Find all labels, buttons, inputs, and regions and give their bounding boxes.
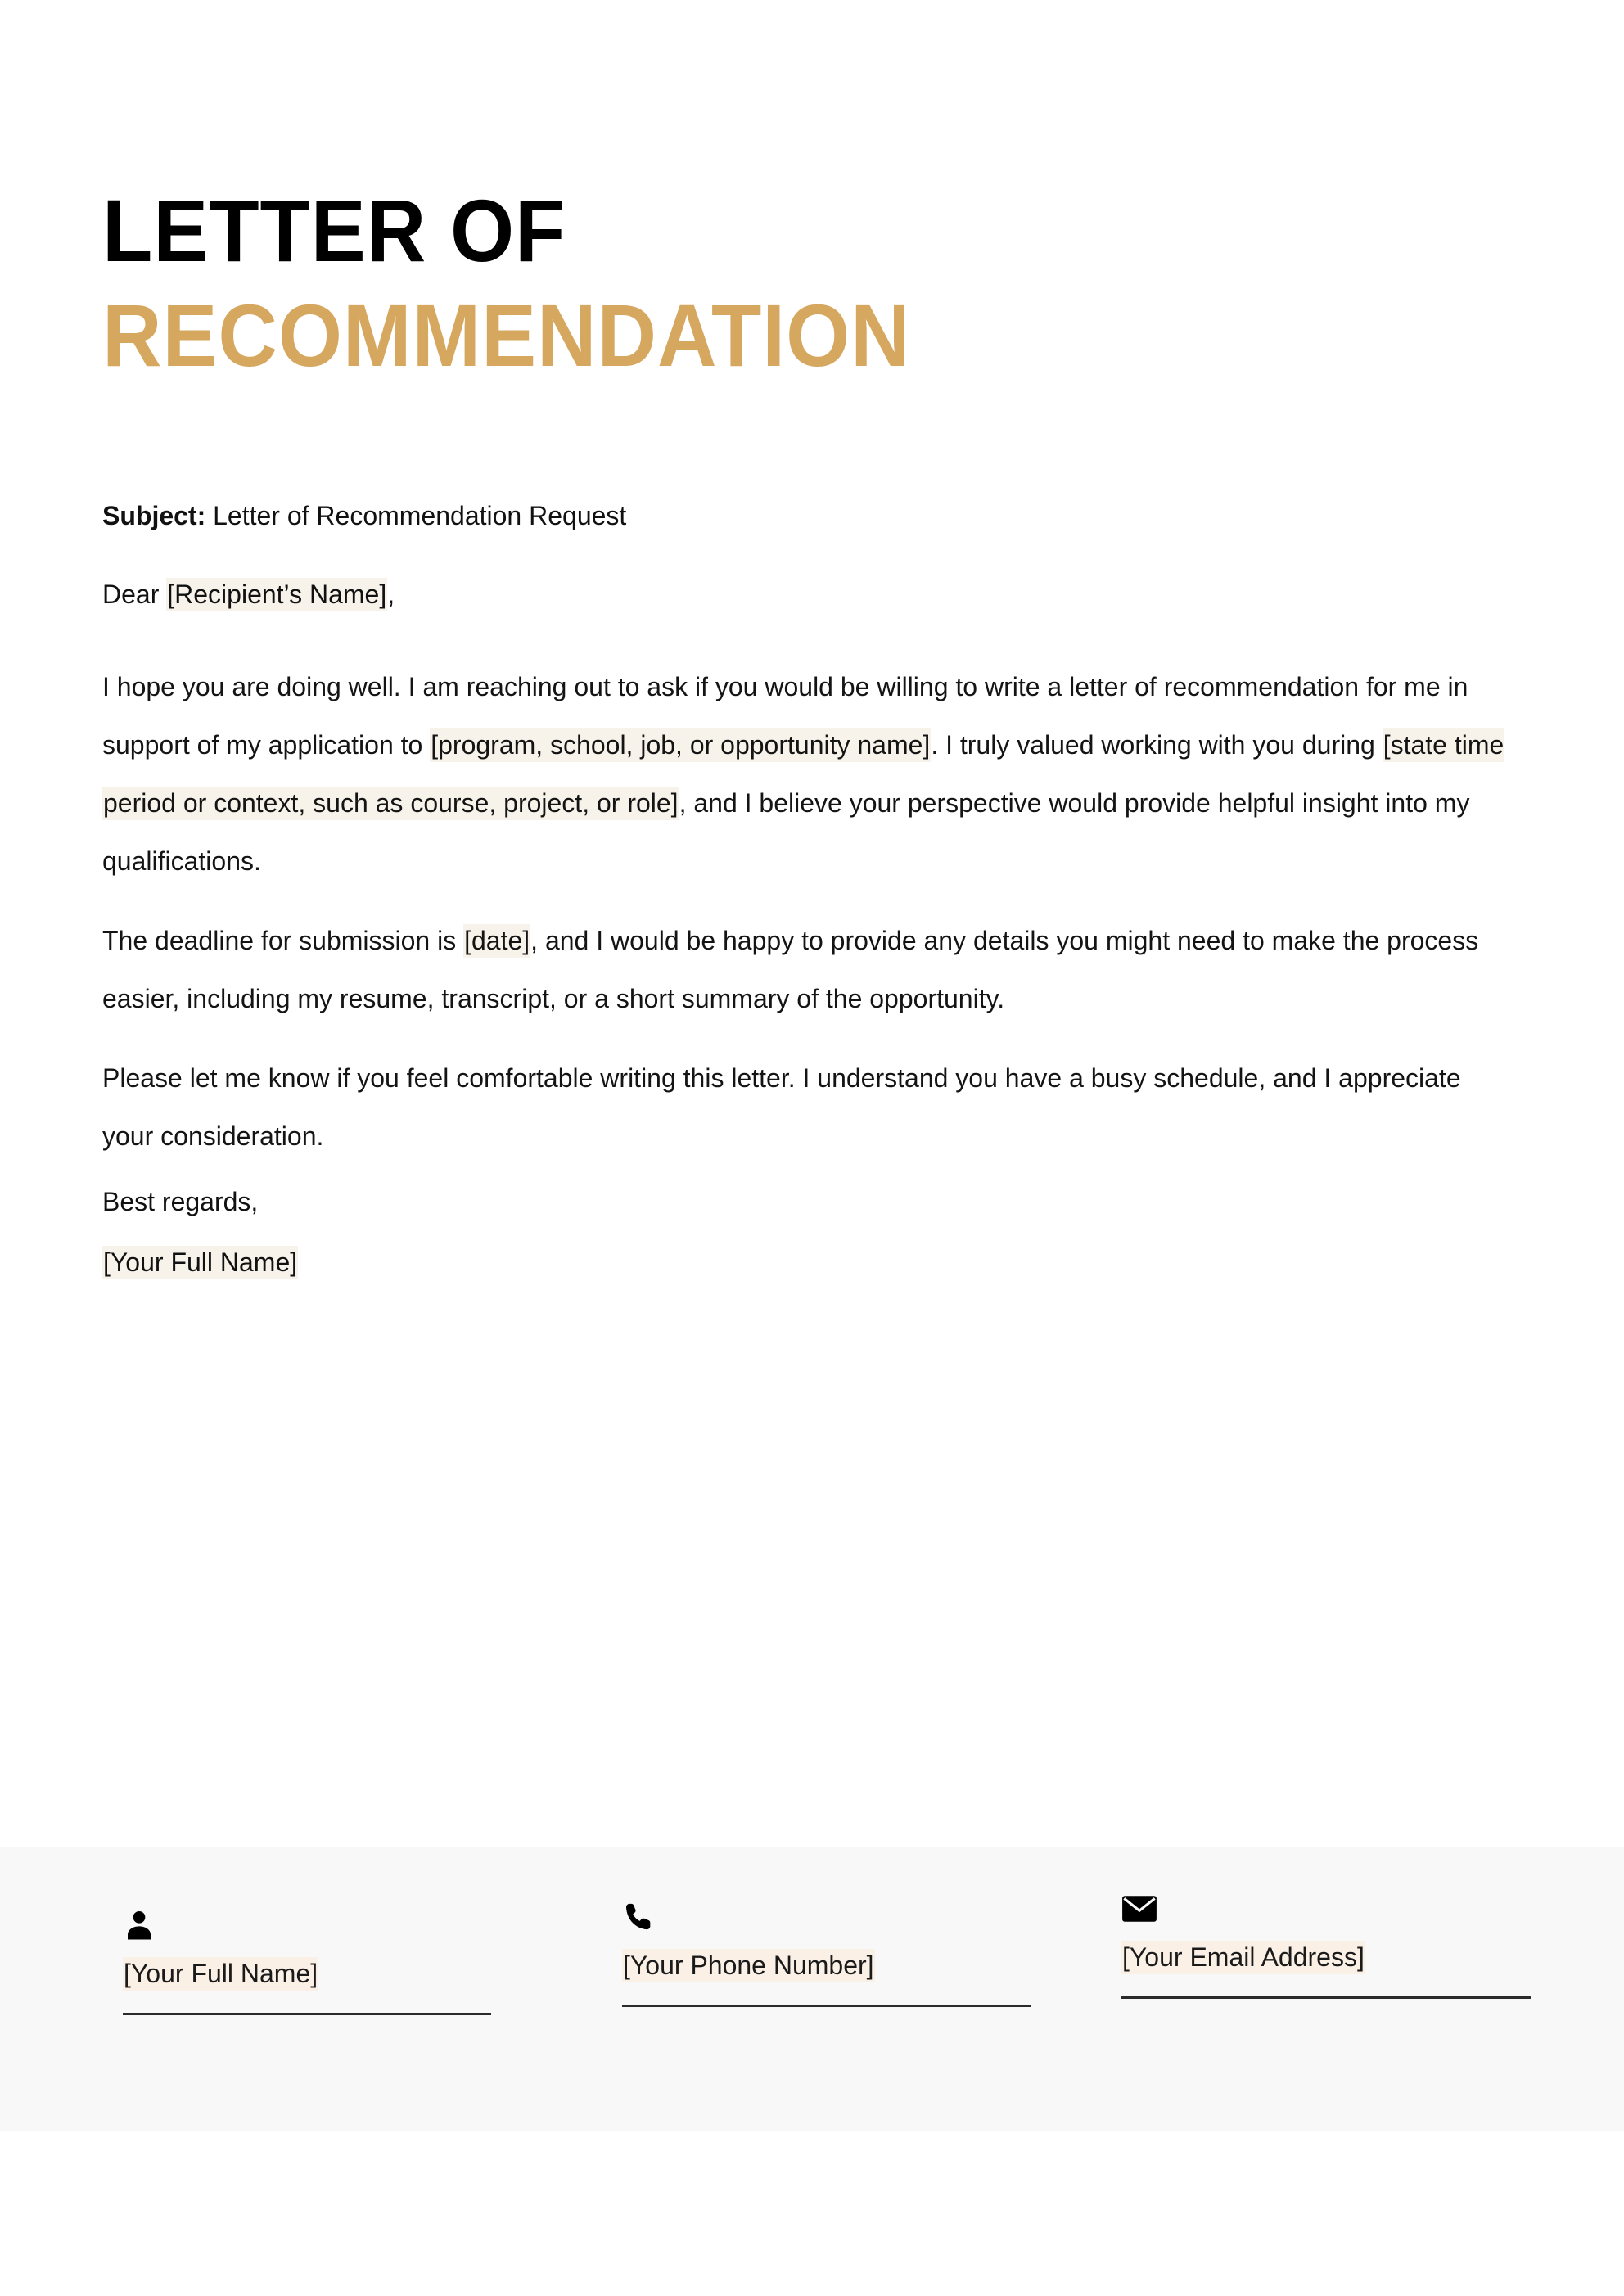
letter-body <box>102 498 1514 1280</box>
paragraph-1-part-1: I hope you are doing well. I am reaching out to ask if you would be willing to write a letter of recommendation for me in support of my application to <box>102 672 1468 760</box>
footer-name-placeholder[interactable]: [Your Full Name] <box>123 1957 318 1991</box>
footer-email-placeholder[interactable]: [Your Email Address] <box>1121 1941 1365 1974</box>
closing-salutation: Best regards, <box>102 1187 259 1216</box>
signature-name-placeholder[interactable]: [Your Full Name] <box>102 1246 298 1279</box>
footer-phone-value-wrap <box>622 1947 1048 1983</box>
envelope-icon <box>1121 1890 1547 1928</box>
footer-phone-placeholder[interactable]: [Your Phone Number] <box>622 1949 875 1982</box>
paragraph-closing-request: Please let me know if you feel comfortable writing this letter. I understand you have a busy schedule, and I appreciate your consideration. <box>102 1063 1461 1151</box>
footer-name-rule <box>123 2013 491 2015</box>
contact-footer <box>0 1847 1624 2131</box>
footer-contact-email <box>1121 1890 1547 1999</box>
recipient-name-placeholder[interactable]: [Recipient’s Name] <box>166 578 387 611</box>
footer-name-value-wrap <box>123 1955 548 1992</box>
signature-line <box>102 1244 1514 1280</box>
footer-phone-rule <box>622 2005 1031 2007</box>
footer-contact-phone <box>622 1898 1048 2007</box>
title-line-accent: RECOMMENDATION <box>102 286 911 385</box>
greeting-line <box>102 576 1514 612</box>
footer-email-rule <box>1121 1996 1531 1999</box>
paragraph-1-part-2: . I truly valued working with you during <box>931 730 1383 760</box>
paragraph-1-part-3: , and I believe your perspective would provide helpful insight into my qualifications. <box>102 788 1470 876</box>
paragraph-deadline <box>102 912 1514 1028</box>
person-icon <box>123 1906 548 1944</box>
title-line-primary: LETTER OF <box>102 181 566 280</box>
time-period-placeholder[interactable]: [state time period or context, such as course, project, or role] <box>102 728 1504 820</box>
subject-line <box>102 498 1514 534</box>
footer-contact-name <box>123 1906 548 2015</box>
paragraph-2-part-2: , and I would be happy to provide any details you might need to make the process easier, including my resume, transcript, or a short summary of the opportunity. <box>102 926 1479 1013</box>
opportunity-name-placeholder[interactable]: [program, school, job, or opportunity name] <box>430 728 931 762</box>
subject-value: Letter of Recommendation Request <box>213 501 627 530</box>
document-title <box>102 178 1494 388</box>
paragraph-request <box>102 658 1514 891</box>
subject-label: Subject: <box>102 501 206 530</box>
footer-email-value-wrap <box>1121 1939 1547 1975</box>
paragraph-2-part-1: The deadline for submission is <box>102 926 464 955</box>
greeting-prefix: Dear <box>102 580 167 609</box>
phone-icon <box>622 1898 1048 1936</box>
date-placeholder[interactable]: [date] <box>463 924 530 958</box>
greeting-suffix: , <box>387 580 395 609</box>
